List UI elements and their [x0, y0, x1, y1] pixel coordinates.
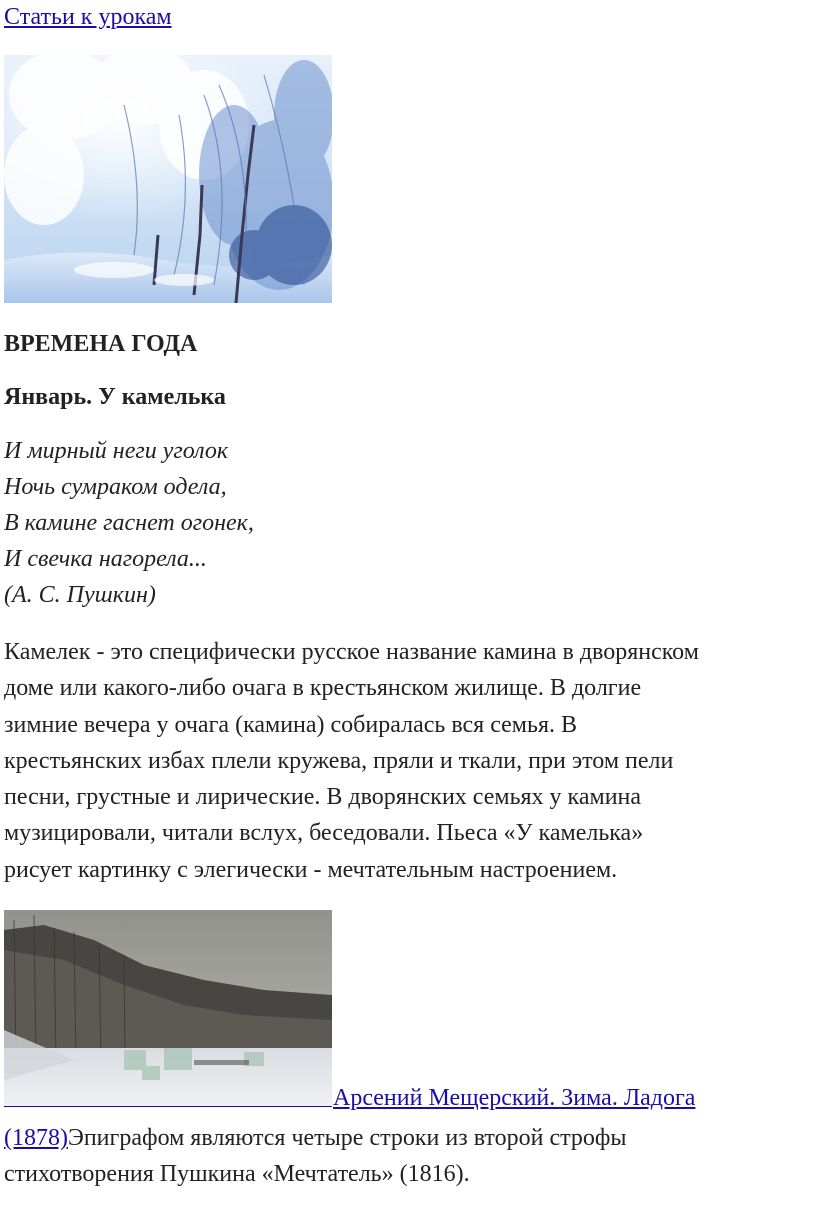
paragraph-line: крестьянских избах плели кружева, пряли и ткали, при этом пели — [4, 747, 674, 774]
image-link-underline — [4, 1106, 332, 1107]
top-nav — [4, 2, 172, 32]
painting-link[interactable]: Арсений Мещерский. Зима. Ладога — [333, 1085, 696, 1111]
caption-line-3: стихотворения Пушкина «Мечтатель» (1816). — [4, 1161, 470, 1187]
paragraph-line: песни, грустные и лирические. В дворянских семьях у камина — [4, 784, 642, 811]
poem-author: (А. С. Пушкин) — [4, 582, 156, 608]
piece-title: Январь. У камелька — [4, 384, 226, 410]
caption-text: Эпиграфом являются четыре строки из второй строфы — [67, 1125, 627, 1151]
paragraph-line: доме или какого-либо очага в крестьянском жилище. В долгие — [4, 675, 642, 702]
section-title: ВРЕМЕНА ГОДА — [4, 331, 198, 357]
poem-line: И мирный неги уголок — [4, 438, 229, 464]
poem-line: В камине гаснет огонек, — [4, 510, 254, 536]
paragraph-line: рисует картинку с элегически - мечтательным настроением. — [4, 856, 618, 883]
paragraph-line: Камелек - это специфически русское название камина в дворянском — [4, 639, 699, 665]
caption-line-1 — [333, 1082, 695, 1114]
winter-frost-painting — [4, 55, 332, 303]
epigraph-poem — [4, 433, 254, 613]
paragraph-line: зимние вечера у очага (камина) собиралась вся семья. В — [4, 711, 577, 738]
poem-line: И свечка нагорела... — [4, 546, 207, 572]
winter-ladoga-painting[interactable] — [4, 910, 332, 1106]
articles-link[interactable]: Статьи к урокам — [4, 4, 172, 30]
poem-line: Ночь сумраком одела, — [4, 474, 227, 500]
caption-line-2 — [4, 1120, 627, 1156]
painting-link-year[interactable]: (1878) — [4, 1125, 68, 1151]
paragraph-line: музицировали, читали вслух, беседовали. Пьеса «У камелька» — [4, 820, 644, 847]
description-paragraph — [4, 634, 816, 888]
